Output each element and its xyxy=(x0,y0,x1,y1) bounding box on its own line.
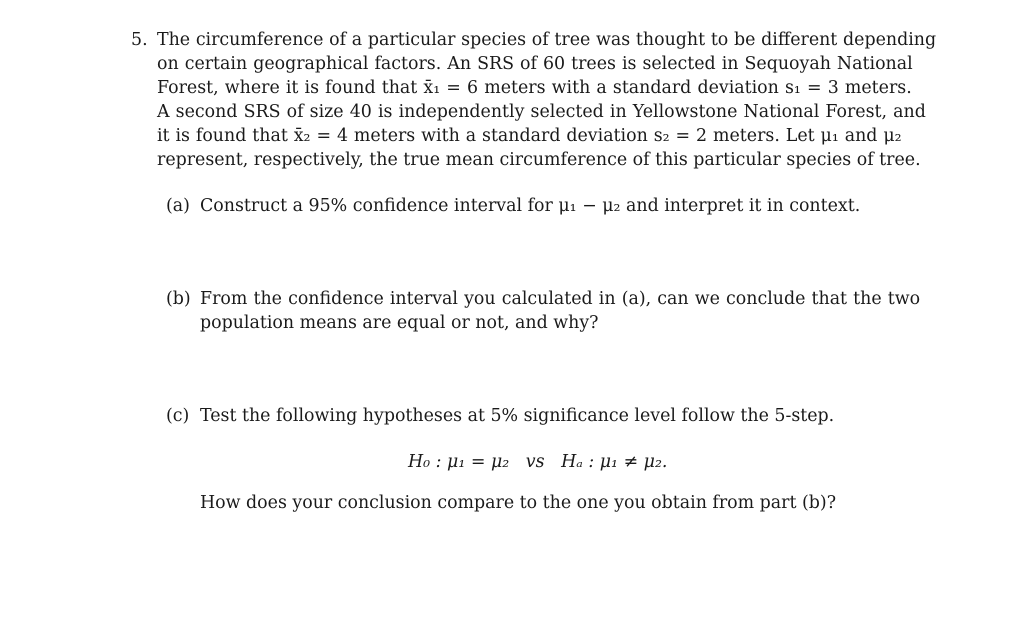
intro-line-1: The circumference of a particular species of tree was thought to be different depending xyxy=(157,30,937,50)
part-a-text: Construct a 95% confidence interval for μ₁ − μ₂ and interpret it in context. xyxy=(200,196,861,216)
part-b-line-1: From the confidence interval you calculated in (a), can we conclude that the two xyxy=(200,289,921,309)
part-b-label: (b) xyxy=(166,289,191,309)
intro-line-3: Forest, where it is found that x̄₁ = 6 meters with a standard deviation s₁ = 3 meters. xyxy=(157,78,912,98)
part-c-label: (c) xyxy=(166,406,190,426)
part-c-followup: How does your conclusion compare to the one you obtain from part (b)? xyxy=(200,493,837,513)
intro-line-5: it is found that x̄₂ = 4 meters with a standard deviation s₂ = 2 meters. Let μ₁ and μ₂ xyxy=(157,126,902,146)
part-a-label: (a) xyxy=(166,196,190,216)
intro-line-6: represent, respectively, the true mean circumference of this particular species of tree. xyxy=(157,150,921,170)
part-c-text: Test the following hypotheses at 5% significance level follow the 5-step. xyxy=(200,406,835,426)
intro-line-4: A second SRS of size 40 is independently selected in Yellowstone National Forest, and xyxy=(157,102,926,122)
part-b-line-2: population means are equal or not, and why? xyxy=(200,313,599,333)
problem-number: 5. xyxy=(131,30,148,50)
hypotheses: H₀ : μ₁ = μ₂ vs Hₐ : μ₁ ≠ μ₂. xyxy=(408,452,668,472)
intro-line-2: on certain geographical factors. An SRS of 60 trees is selected in Sequoyah National xyxy=(157,54,913,74)
